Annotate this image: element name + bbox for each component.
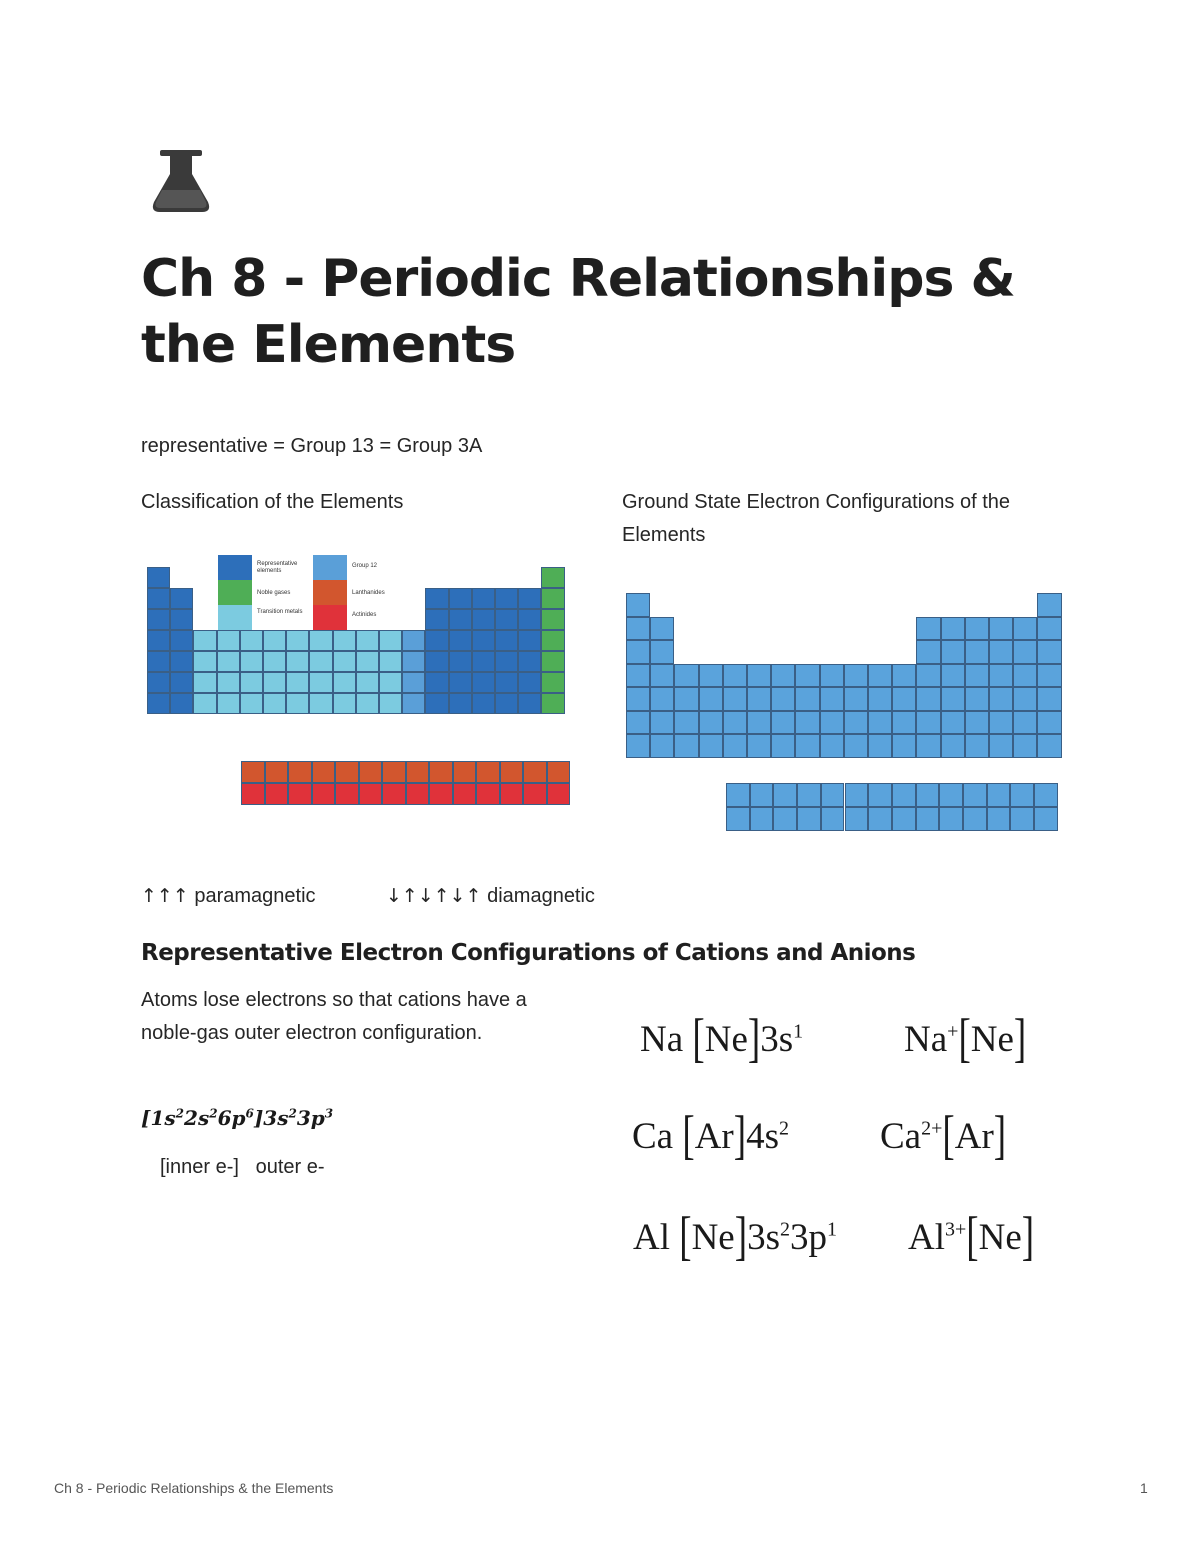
al-valence-sup: 2 xyxy=(779,1218,790,1241)
element-cell xyxy=(495,693,518,714)
element-cell xyxy=(1037,593,1061,617)
element-cell xyxy=(147,588,170,609)
element-cell xyxy=(541,630,564,651)
element-cell xyxy=(771,687,795,711)
element-cell xyxy=(263,672,286,693)
f-block-cell xyxy=(892,807,916,831)
element-cell xyxy=(1037,711,1061,735)
element-cell xyxy=(541,651,564,672)
f-block-cell xyxy=(963,807,987,831)
f-block-cell xyxy=(500,783,524,805)
element-cell xyxy=(495,609,518,630)
f-block-cell xyxy=(939,783,963,807)
f-block-cell xyxy=(1010,807,1034,831)
ca-valence-sup: 2 xyxy=(778,1117,789,1140)
element-cell xyxy=(941,664,965,688)
f-block-cell xyxy=(312,783,336,805)
f-block-cell xyxy=(845,807,869,831)
f-block-cell xyxy=(359,783,383,805)
element-cell xyxy=(425,609,448,630)
element-cell xyxy=(626,617,650,641)
element-cell xyxy=(626,640,650,664)
legend-transition-swatch xyxy=(218,605,252,631)
element-cell xyxy=(965,734,989,758)
element-cell xyxy=(309,693,332,714)
element-cell xyxy=(333,651,356,672)
element-cell xyxy=(674,664,698,688)
f-block-cell xyxy=(382,783,406,805)
page-title: Ch 8 - Periodic Relationships & the Elements xyxy=(141,249,1015,375)
element-cell xyxy=(626,734,650,758)
al-configuration: Al $[Ne]3s^23p^1$ xyxy=(633,1207,837,1268)
element-cell xyxy=(402,630,425,651)
element-cell xyxy=(309,630,332,651)
legend-noble-swatch xyxy=(218,580,252,606)
element-cell xyxy=(747,711,771,735)
element-cell xyxy=(217,651,240,672)
f-block-cell xyxy=(453,783,477,805)
element-cell xyxy=(170,609,193,630)
element-cell xyxy=(650,711,674,735)
element-cell xyxy=(541,588,564,609)
na-ion-symbol: Na xyxy=(904,1019,948,1060)
element-cell xyxy=(723,734,747,758)
element-cell xyxy=(240,630,263,651)
element-cell xyxy=(771,664,795,688)
al-ion-charge: 3+ xyxy=(945,1218,967,1241)
element-cell xyxy=(472,609,495,630)
element-cell xyxy=(518,693,541,714)
na-valence: 3s xyxy=(760,1019,794,1060)
f-block-cell xyxy=(773,807,797,831)
legend-group12-label: Group 12 xyxy=(352,563,378,569)
f-block-cell xyxy=(547,761,571,783)
element-cell xyxy=(425,672,448,693)
f-block-cell xyxy=(916,783,940,807)
al-valence2-sup: 1 xyxy=(826,1218,837,1241)
element-cell xyxy=(333,693,356,714)
element-cell xyxy=(217,693,240,714)
element-cell xyxy=(965,640,989,664)
element-cell xyxy=(965,617,989,641)
ca-ion-symbol: Ca xyxy=(880,1116,922,1157)
element-cell xyxy=(989,640,1013,664)
f-block-cell xyxy=(892,783,916,807)
element-cell xyxy=(170,588,193,609)
f-block-cell xyxy=(868,807,892,831)
element-cell xyxy=(449,672,472,693)
element-cell xyxy=(723,687,747,711)
legend-transition-label: Transition metals xyxy=(257,609,303,615)
element-cell xyxy=(626,687,650,711)
legend-representative-label: Representative elements xyxy=(257,561,298,574)
al-ion-configuration: $Al^{3+}[Ne]$ xyxy=(908,1207,1035,1268)
f-block-cell xyxy=(773,783,797,807)
element-cell xyxy=(868,664,892,688)
element-cell xyxy=(916,617,940,641)
element-cell xyxy=(820,664,844,688)
element-cell xyxy=(1013,640,1037,664)
element-cell xyxy=(916,664,940,688)
element-cell xyxy=(518,630,541,651)
element-cell xyxy=(892,687,916,711)
f-block-cell xyxy=(939,807,963,831)
element-cell xyxy=(147,672,170,693)
element-cell xyxy=(747,734,771,758)
legend-noble-label: Noble gases xyxy=(257,590,291,596)
element-cell xyxy=(472,588,495,609)
element-cell xyxy=(941,617,965,641)
ca-symbol: Ca xyxy=(632,1116,674,1157)
element-cell xyxy=(379,630,402,651)
f-block-cell xyxy=(963,783,987,807)
paramagnetic-arrows: ↑↑↑ xyxy=(141,885,189,907)
element-cell xyxy=(650,617,674,641)
element-cell xyxy=(892,664,916,688)
element-cell xyxy=(941,640,965,664)
ca-ion-core: Ar xyxy=(954,1116,994,1157)
element-cell xyxy=(699,711,723,735)
element-cell xyxy=(650,664,674,688)
na-valence-sup: 1 xyxy=(793,1020,804,1043)
element-cell xyxy=(1013,687,1037,711)
f-block-cell xyxy=(429,783,453,805)
na-ion-configuration: Na+[Ne] xyxy=(904,1009,1027,1070)
element-cell xyxy=(1037,734,1061,758)
f-block-cell xyxy=(726,807,750,831)
element-cell xyxy=(472,651,495,672)
element-cell xyxy=(263,630,286,651)
element-cell xyxy=(286,630,309,651)
element-cell xyxy=(820,687,844,711)
element-cell xyxy=(263,693,286,714)
element-cell xyxy=(892,734,916,758)
element-cell xyxy=(723,711,747,735)
element-cell xyxy=(170,693,193,714)
f-block-cell xyxy=(453,761,477,783)
f-block-cell xyxy=(750,783,774,807)
diamagnetic-label: diamagnetic xyxy=(487,885,595,907)
legend-actinides-swatch xyxy=(313,605,347,631)
element-cell xyxy=(147,567,170,588)
element-cell xyxy=(795,664,819,688)
element-cell xyxy=(193,693,216,714)
element-cell xyxy=(892,711,916,735)
diamagnetic-note xyxy=(386,880,595,913)
element-cell xyxy=(771,734,795,758)
element-cell xyxy=(747,687,771,711)
element-cell xyxy=(170,651,193,672)
al-valence2: 3p xyxy=(789,1217,827,1258)
f-block-cell xyxy=(1034,807,1058,831)
element-cell xyxy=(518,609,541,630)
na-ion-core: Ne xyxy=(970,1019,1014,1060)
na-configuration: Na $[Ne]3s^1$ xyxy=(640,1009,804,1070)
element-cell xyxy=(170,672,193,693)
f-block-cell xyxy=(987,783,1011,807)
section-heading: Representative Electron Configurations of Cations and Anions xyxy=(141,940,916,966)
element-cell xyxy=(541,693,564,714)
element-cell xyxy=(965,664,989,688)
f-block-cell xyxy=(265,761,289,783)
element-cell xyxy=(626,711,650,735)
f-block-cell xyxy=(1010,783,1034,807)
element-cell xyxy=(1013,664,1037,688)
element-cell xyxy=(795,687,819,711)
element-cell xyxy=(626,593,650,617)
element-cell xyxy=(699,664,723,688)
f-block-cell xyxy=(1034,783,1058,807)
element-cell xyxy=(472,693,495,714)
f-block-cell xyxy=(868,783,892,807)
flask-icon xyxy=(150,148,212,214)
f-block-cell xyxy=(523,761,547,783)
element-cell xyxy=(402,693,425,714)
element-cell xyxy=(217,672,240,693)
element-cell xyxy=(402,672,425,693)
element-cell xyxy=(240,672,263,693)
element-cell xyxy=(425,651,448,672)
element-cell xyxy=(147,609,170,630)
element-cell xyxy=(193,630,216,651)
f-block-cell xyxy=(797,783,821,807)
element-cell xyxy=(309,651,332,672)
element-cell xyxy=(541,609,564,630)
element-cell xyxy=(217,630,240,651)
f-block-cell xyxy=(406,761,430,783)
element-cell xyxy=(723,664,747,688)
element-cell xyxy=(356,693,379,714)
f-block-cell xyxy=(500,761,524,783)
element-cell xyxy=(941,687,965,711)
element-cell xyxy=(193,672,216,693)
f-block-cell xyxy=(241,783,265,805)
electron-configuration-periodic-table xyxy=(626,583,1060,833)
classification-periodic-table xyxy=(145,553,580,813)
element-cell xyxy=(379,651,402,672)
element-cell xyxy=(916,711,940,735)
element-cell xyxy=(820,734,844,758)
element-cell xyxy=(286,672,309,693)
diamagnetic-arrows: ↓↑↓↑↓↑ xyxy=(386,885,482,907)
na-core: Ne xyxy=(704,1019,748,1060)
element-cell xyxy=(989,664,1013,688)
section-body: Atoms lose electrons so that cations have a noble-gas outer electron configuration. xyxy=(141,989,527,1044)
element-cell xyxy=(1037,617,1061,641)
element-cell xyxy=(844,687,868,711)
element-cell xyxy=(650,640,674,664)
element-cell xyxy=(541,567,564,588)
representative-note: representative = Group 13 = Group 3A xyxy=(141,435,483,457)
element-cell xyxy=(170,630,193,651)
element-cell xyxy=(868,687,892,711)
element-cell xyxy=(674,687,698,711)
f-block-cell xyxy=(406,783,430,805)
element-cell xyxy=(240,651,263,672)
legend-group12-swatch xyxy=(313,555,347,581)
f-block-cell xyxy=(916,807,940,831)
f-block-cell xyxy=(382,761,406,783)
element-cell xyxy=(309,672,332,693)
ca-configuration: Ca $[Ar]4s^2$ xyxy=(632,1106,789,1167)
element-cell xyxy=(518,651,541,672)
element-cell xyxy=(518,588,541,609)
element-cell xyxy=(449,693,472,714)
f-block-cell xyxy=(987,807,1011,831)
f-block-cell xyxy=(288,783,312,805)
f-block-cell xyxy=(476,783,500,805)
element-cell xyxy=(989,687,1013,711)
element-cell xyxy=(916,687,940,711)
f-block-cell xyxy=(797,807,821,831)
ca-core: Ar xyxy=(694,1116,734,1157)
footer-page-number: 1 xyxy=(1140,1480,1148,1496)
element-cell xyxy=(989,711,1013,735)
al-symbol: Al xyxy=(633,1217,670,1258)
element-cell xyxy=(193,651,216,672)
element-cell xyxy=(626,664,650,688)
f-block-cell xyxy=(845,783,869,807)
f-block-cell xyxy=(312,761,336,783)
element-cell xyxy=(379,672,402,693)
element-cell xyxy=(795,711,819,735)
element-cell xyxy=(1037,687,1061,711)
f-block-cell xyxy=(335,783,359,805)
element-cell xyxy=(495,672,518,693)
f-block-cell xyxy=(359,761,383,783)
element-cell xyxy=(1013,617,1037,641)
element-cell xyxy=(1013,711,1037,735)
element-cell xyxy=(402,651,425,672)
f-block-cell xyxy=(265,783,289,805)
element-cell xyxy=(147,630,170,651)
f-block-cell xyxy=(335,761,359,783)
element-cell xyxy=(965,711,989,735)
legend-lanthanides-swatch xyxy=(313,580,347,606)
element-cell xyxy=(356,651,379,672)
na-ion-charge: + xyxy=(947,1020,959,1043)
element-cell xyxy=(989,617,1013,641)
element-cell xyxy=(449,588,472,609)
ca-ion-charge: 2+ xyxy=(921,1117,943,1140)
element-cell xyxy=(674,734,698,758)
al-ion-core: Ne xyxy=(978,1217,1022,1258)
element-cell xyxy=(240,693,263,714)
element-cell xyxy=(541,672,564,693)
element-cell xyxy=(674,711,698,735)
element-cell xyxy=(147,693,170,714)
f-block-cell xyxy=(241,761,265,783)
element-cell xyxy=(989,734,1013,758)
f-block-cell xyxy=(726,783,750,807)
inner-outer-label: [inner e-] outer e- xyxy=(160,1156,325,1178)
f-block-cell xyxy=(821,783,845,807)
element-cell xyxy=(425,588,448,609)
element-cell xyxy=(449,630,472,651)
element-cell xyxy=(263,651,286,672)
element-cell xyxy=(699,687,723,711)
element-cell xyxy=(286,693,309,714)
element-cell xyxy=(771,711,795,735)
ca-ion-configuration: $Ca^{2+}[Ar]$ xyxy=(880,1106,1007,1167)
element-cell xyxy=(425,630,448,651)
legend-lanthanides-label: Lanthanides xyxy=(352,590,385,596)
element-cell xyxy=(425,693,448,714)
element-cell xyxy=(1037,664,1061,688)
element-cell xyxy=(286,651,309,672)
f-block-cell xyxy=(523,783,547,805)
element-cell xyxy=(868,734,892,758)
element-cell xyxy=(449,609,472,630)
element-cell xyxy=(650,734,674,758)
left-figure-caption: Classification of the Elements xyxy=(141,491,404,513)
element-cell xyxy=(747,664,771,688)
element-cell xyxy=(1037,640,1061,664)
footer-title: Ch 8 - Periodic Relationships & the Elements xyxy=(54,1480,334,1496)
element-cell xyxy=(699,734,723,758)
element-cell xyxy=(820,711,844,735)
phosphorus-configuration: $[1s^22s^26p^6]3s^23p^3$ xyxy=(141,1106,334,1130)
f-block-cell xyxy=(476,761,500,783)
al-core: Ne xyxy=(691,1217,735,1258)
element-cell xyxy=(844,734,868,758)
element-cell xyxy=(356,672,379,693)
element-cell xyxy=(916,640,940,664)
element-cell xyxy=(868,711,892,735)
element-cell xyxy=(844,711,868,735)
f-block-cell xyxy=(288,761,312,783)
element-cell xyxy=(965,687,989,711)
legend-representative-swatch xyxy=(218,555,252,581)
element-cell xyxy=(795,734,819,758)
f-block-cell xyxy=(429,761,453,783)
element-cell xyxy=(379,693,402,714)
paramagnetic-note xyxy=(141,880,316,913)
na-symbol: Na xyxy=(640,1019,684,1060)
right-figure-caption: Ground State Electron Configurations of the Elements xyxy=(622,491,1011,546)
al-valence: 3s xyxy=(747,1217,780,1258)
element-cell xyxy=(495,651,518,672)
element-cell xyxy=(495,588,518,609)
ca-valence: 4s xyxy=(746,1116,779,1157)
element-cell xyxy=(449,651,472,672)
element-cell xyxy=(472,672,495,693)
element-cell xyxy=(1013,734,1037,758)
element-cell xyxy=(916,734,940,758)
element-cell xyxy=(941,734,965,758)
element-cell xyxy=(333,630,356,651)
f-block-cell xyxy=(547,783,571,805)
element-cell xyxy=(518,672,541,693)
legend-actinides-label: Actinides xyxy=(352,612,377,618)
element-cell xyxy=(147,651,170,672)
element-cell xyxy=(941,711,965,735)
al-ion-symbol: Al xyxy=(908,1217,945,1258)
element-cell xyxy=(650,687,674,711)
element-cell xyxy=(495,630,518,651)
f-block-cell xyxy=(821,807,845,831)
paramagnetic-label: paramagnetic xyxy=(194,885,316,907)
element-cell xyxy=(356,630,379,651)
element-cell xyxy=(844,664,868,688)
f-block-cell xyxy=(750,807,774,831)
element-cell xyxy=(333,672,356,693)
element-cell xyxy=(472,630,495,651)
